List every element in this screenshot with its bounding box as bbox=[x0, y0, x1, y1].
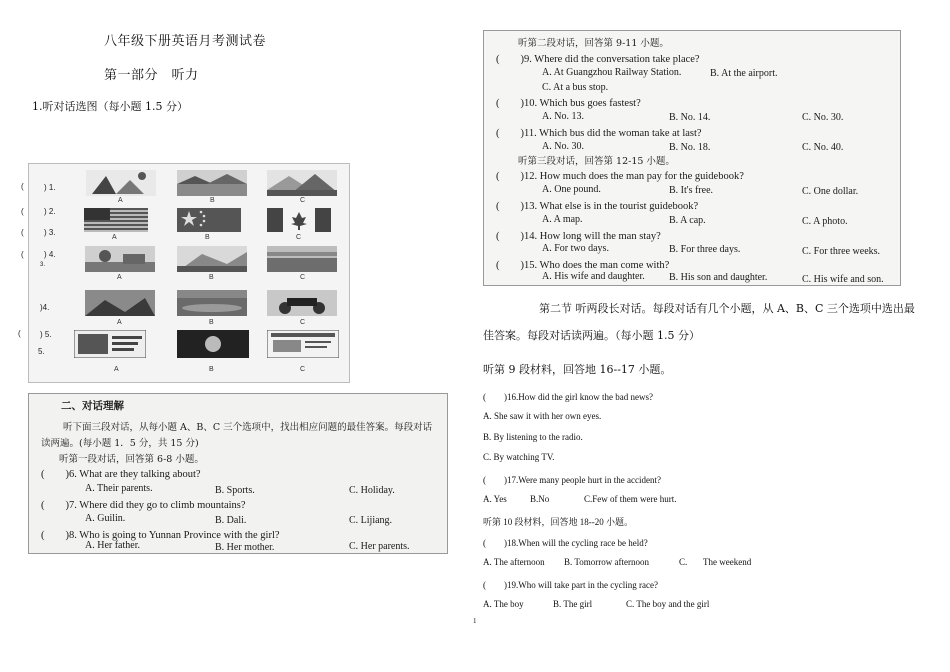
section2-instruction-line1: 第二节 听两段长对话。每段对话有几个小题，从 A、B、C 三个选项中选出最 bbox=[539, 302, 915, 315]
q14-option-c[interactable]: C. For three weeks. bbox=[802, 246, 881, 257]
question-19[interactable]: ( )19.Who will take part in the cycling race? bbox=[483, 580, 658, 590]
q6-option-a[interactable]: A. Their parents. bbox=[85, 483, 153, 494]
question-14[interactable]: ( )14. How long will the man stay? bbox=[496, 231, 661, 242]
q9-option-c[interactable]: C. At a bus stop. bbox=[542, 82, 609, 93]
question-8[interactable]: ( )8. Who is going to Yunnan Province with the girl? bbox=[41, 530, 280, 541]
q14-option-a[interactable]: A. For two days. bbox=[542, 243, 609, 254]
q17-option-b[interactable]: B.No bbox=[530, 494, 550, 504]
q15-option-b[interactable]: B. His son and daughter. bbox=[669, 272, 768, 283]
question-15[interactable]: ( )15. Who does the man come with? bbox=[496, 260, 670, 271]
page-number: 1 bbox=[473, 617, 477, 625]
q11-option-b[interactable]: B. No. 18. bbox=[669, 142, 711, 153]
q18-option-a[interactable]: A. The afternoon bbox=[483, 557, 545, 567]
section2-instruction-line2: 佳答案。每段对话读两遍。（每小题 1.5 分） bbox=[483, 329, 700, 342]
option-letter-4c: C bbox=[300, 319, 306, 326]
q6-option-c[interactable]: C. Holiday. bbox=[349, 485, 395, 496]
q12-option-b[interactable]: B. It's free. bbox=[669, 185, 714, 196]
picture-5b-moon[interactable] bbox=[177, 330, 249, 358]
question-11[interactable]: ( )11. Which bus did the woman take at last? bbox=[496, 128, 702, 139]
q17-option-a[interactable]: A. Yes bbox=[483, 494, 507, 504]
q16-option-c[interactable]: C. By watching TV. bbox=[483, 452, 555, 462]
answer-paren-1[interactable]: ( bbox=[21, 182, 24, 191]
dialog-intro-line2: 读两遍。(每小题 1．5 分，共 15 分) bbox=[41, 438, 199, 449]
q10-option-c[interactable]: C. No. 30. bbox=[802, 112, 844, 123]
picture-1c-scene[interactable] bbox=[267, 170, 337, 196]
q11-option-a[interactable]: A. No. 30. bbox=[542, 141, 584, 152]
q15-option-a[interactable]: A. His wife and daughter. bbox=[542, 271, 645, 282]
q9-option-a[interactable]: A. At Guangzhou Railway Station. bbox=[542, 67, 682, 78]
question-sub-label: 3. bbox=[40, 262, 46, 268]
q10-option-b[interactable]: B. No. 14. bbox=[669, 112, 711, 123]
q7-option-a[interactable]: A. Guilin. bbox=[85, 513, 126, 524]
question-label-5: ) 5. bbox=[40, 330, 52, 339]
question-10[interactable]: ( )10. Which bus goes fastest? bbox=[496, 98, 641, 109]
question-9[interactable]: ( )9. Where did the conversation take place? bbox=[496, 54, 700, 65]
dialog1-instruction: 听第一段对话，回答第 6-8 小题。 bbox=[59, 454, 204, 465]
option-letter-2a: A bbox=[112, 234, 117, 241]
option-letter-1b: B bbox=[210, 197, 215, 204]
material-10-instruction: 听第 10 段材料，回答地 18--20 小题。 bbox=[483, 517, 633, 527]
q8-option-a[interactable]: A. Her father. bbox=[85, 540, 140, 551]
picture-usa-flag[interactable] bbox=[84, 208, 148, 232]
q16-option-a[interactable]: A. She saw it with her own eyes. bbox=[483, 411, 602, 421]
picture-5c-ticket[interactable] bbox=[267, 330, 339, 358]
q15-option-c[interactable]: C. His wife and son. bbox=[802, 274, 884, 285]
picture-panel bbox=[28, 163, 350, 383]
section1-heading: 1.听对话选图（每小题 1.5 分） bbox=[32, 100, 188, 113]
picture-4c-motorbike[interactable] bbox=[267, 290, 337, 316]
option-letter-4a: A bbox=[117, 319, 122, 326]
q18-option-b[interactable]: B. Tomorrow afternoon bbox=[564, 557, 649, 567]
option-letter-2b: B bbox=[205, 234, 210, 241]
exam-title: 八年级下册英语月考测试卷 bbox=[104, 34, 267, 49]
q8-option-b[interactable]: B. Her mother. bbox=[215, 542, 275, 553]
q19-option-c[interactable]: C. The boy and the girl bbox=[626, 599, 710, 609]
question-6[interactable]: ( )6. What are they talking about? bbox=[41, 469, 201, 480]
question-12[interactable]: ( )12. How much does the man pay for the guidebook? bbox=[496, 171, 744, 182]
q13-option-a[interactable]: A. A map. bbox=[542, 214, 583, 225]
q19-option-b[interactable]: B. The girl bbox=[553, 599, 593, 609]
question-sub-label-5: 5. bbox=[38, 347, 45, 356]
q6-option-b[interactable]: B. Sports. bbox=[215, 485, 255, 496]
option-letter-4b: B bbox=[209, 319, 214, 326]
question-label-4: ) 4. bbox=[44, 250, 56, 259]
question-label-4b: )4. bbox=[40, 303, 50, 312]
dialog-section-header: 二、对话理解 bbox=[61, 400, 124, 412]
listening-questions-box bbox=[483, 30, 901, 286]
answer-paren-3[interactable]: ( bbox=[21, 228, 24, 237]
dialog3-instruction: 听第三段对话，回答第 12-15 小题。 bbox=[518, 156, 675, 167]
option-letter-1a: A bbox=[118, 197, 123, 204]
answer-paren-2[interactable]: ( bbox=[21, 207, 24, 216]
question-17[interactable]: ( )17.Were many people hurt in the accident? bbox=[483, 475, 661, 485]
option-letter-1c: C bbox=[300, 197, 306, 204]
dialog-comprehension-box bbox=[28, 393, 448, 554]
picture-3b-landscape[interactable] bbox=[177, 246, 247, 272]
q13-option-c[interactable]: C. A photo. bbox=[802, 216, 848, 227]
picture-4b-scene[interactable] bbox=[177, 290, 247, 316]
option-letter-5b: B bbox=[209, 366, 214, 373]
dialog2-instruction: 听第二段对话，回答第 9-11 小题。 bbox=[518, 38, 669, 49]
question-label-3: ) 3. bbox=[44, 228, 56, 237]
question-18[interactable]: ( )18.When will the cycling race be held? bbox=[483, 538, 648, 548]
q7-option-c[interactable]: C. Lijiang. bbox=[349, 515, 393, 526]
picture-4a-scene[interactable] bbox=[85, 290, 155, 316]
question-13[interactable]: ( )13. What else is in the tourist guidebook? bbox=[496, 201, 699, 212]
picture-1b-scene[interactable] bbox=[177, 170, 247, 196]
q14-option-b[interactable]: B. For three days. bbox=[669, 244, 741, 255]
q12-option-a[interactable]: A. One pound. bbox=[542, 184, 601, 195]
q19-option-a[interactable]: A. The boy bbox=[483, 599, 524, 609]
q9-option-b[interactable]: B. At the airport. bbox=[710, 68, 778, 79]
question-7[interactable]: ( )7. Where did they go to climb mountains? bbox=[41, 500, 246, 511]
q8-option-c[interactable]: C. Her parents. bbox=[349, 541, 410, 552]
dialog-intro-line1: 听下面三段对话，从每小题 A、B、C 三个选项中，找出相应问题的最佳答案。每段对话 bbox=[63, 422, 433, 433]
q18-option-c[interactable]: The weekend bbox=[703, 557, 752, 567]
q13-option-b[interactable]: B. A cap. bbox=[669, 215, 706, 226]
q17-option-c[interactable]: C.Few of them were hurt. bbox=[584, 494, 677, 504]
question-label-2: ) 2. bbox=[44, 207, 56, 216]
option-letter-3c: C bbox=[300, 274, 306, 281]
q11-option-c[interactable]: C. No. 40. bbox=[802, 142, 844, 153]
material-9-instruction: 听第 9 段材料，回答地 16--17 小题。 bbox=[483, 363, 672, 376]
picture-5a-poster[interactable] bbox=[74, 330, 146, 358]
q10-option-a[interactable]: A. No. 13. bbox=[542, 111, 584, 122]
option-letter-2c: C bbox=[296, 234, 302, 241]
option-letter-3a: A bbox=[117, 274, 122, 281]
option-letter-3b: B bbox=[209, 274, 214, 281]
question-label-1: ) 1. bbox=[44, 183, 56, 192]
answer-paren-5[interactable]: ( bbox=[18, 329, 21, 338]
picture-3c-landscape[interactable] bbox=[267, 246, 337, 272]
question-16[interactable]: ( )16.How did the girl know the bad news? bbox=[483, 392, 653, 402]
picture-1a-scene[interactable] bbox=[86, 170, 156, 196]
option-letter-5a: A bbox=[114, 366, 119, 373]
answer-paren-4[interactable]: ( bbox=[21, 250, 24, 259]
q16-option-b[interactable]: B. By listening to the radio. bbox=[483, 432, 583, 442]
part-one-heading: 第一部分 听力 bbox=[104, 68, 199, 83]
picture-canada-flag[interactable] bbox=[267, 208, 331, 232]
q18-option-c-letter[interactable]: C. bbox=[679, 557, 688, 567]
option-letter-5c: C bbox=[300, 366, 306, 373]
q7-option-b[interactable]: B. Dali. bbox=[215, 515, 247, 526]
picture-3a-landscape[interactable] bbox=[85, 246, 155, 272]
q12-option-c[interactable]: C. One dollar. bbox=[802, 186, 859, 197]
picture-china-flag[interactable] bbox=[177, 208, 241, 232]
